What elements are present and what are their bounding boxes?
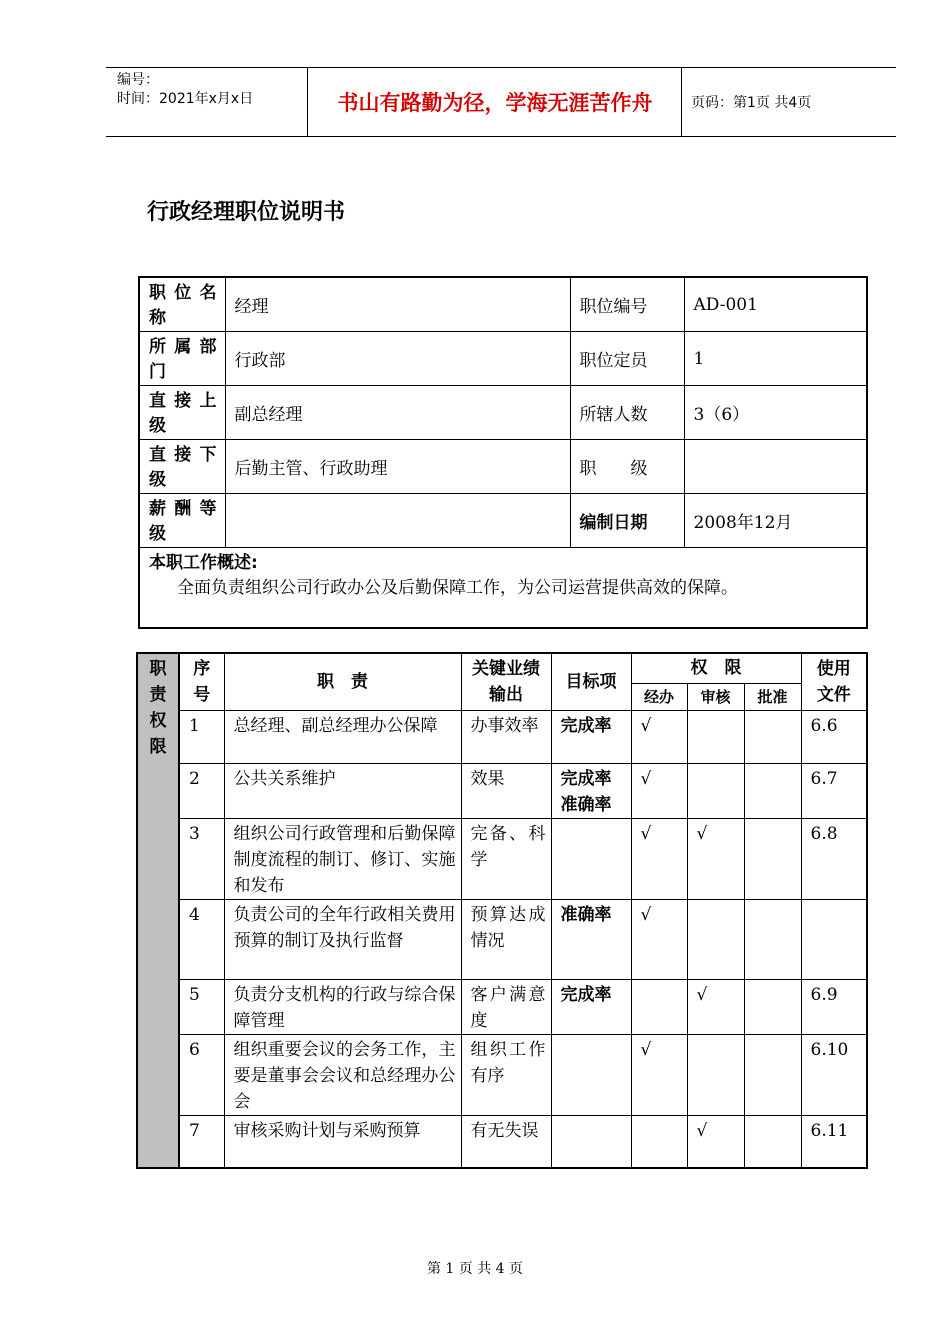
duty-approve (744, 1034, 801, 1115)
job-summary-text: 全面负责组织公司行政办公及后勤保障工作，为公司运营提供高效的保障。 (177, 578, 738, 598)
duty-doc: 6.6 (801, 710, 867, 763)
duty-description: 负责分支机构的行政与综合保障管理 (224, 979, 461, 1034)
header-seq-text: 序号 (193, 658, 211, 705)
duty-kpi: 完备、科学 (461, 818, 551, 899)
duty-seq: 6 (179, 1034, 224, 1115)
duty-row (137, 710, 867, 763)
header-kpi-text: 关键业绩输出 (472, 658, 540, 705)
duty-kpi: 组织工作有序 (461, 1034, 551, 1115)
duty-doc (801, 899, 867, 979)
duty-approve (744, 763, 801, 818)
duty-description: 总经理、副总经理办公保障 (224, 710, 461, 763)
info-row (139, 386, 867, 440)
info-row (139, 494, 867, 548)
duty-handle: √ (631, 763, 687, 818)
header-number: 编号： (117, 72, 159, 88)
duty-approve (744, 818, 801, 899)
duty-row (137, 899, 867, 979)
duty-review (687, 899, 744, 979)
duty-row (137, 818, 867, 899)
header-motto: 书山有路勤为径，学海无涯苦作舟 (309, 68, 682, 136)
duty-row (137, 763, 867, 818)
header-handle: 经办 (631, 683, 687, 710)
info-label-2: 职位编号 (570, 277, 684, 332)
duty-kpi: 效果 (461, 763, 551, 818)
duty-target: 完成率 准确率 (551, 763, 631, 818)
duty-seq: 1 (179, 710, 224, 763)
header-kpi (461, 653, 551, 710)
header-seq (179, 653, 224, 710)
duty-description: 审核采购计划与采购预算 (224, 1115, 461, 1168)
document-title: 行政经理职位说明书 (147, 200, 346, 225)
header-doc (801, 653, 867, 710)
duty-handle: √ (631, 1034, 687, 1115)
info-label-2: 职位定员 (570, 332, 684, 386)
duty-review (687, 1034, 744, 1115)
duty-approve (744, 899, 801, 979)
duty-doc: 6.8 (801, 818, 867, 899)
duty-approve (744, 710, 801, 763)
info-label (139, 277, 225, 332)
duty-seq: 2 (179, 763, 224, 818)
header-target: 目标项 (551, 653, 631, 710)
info-value: 行政部 (225, 332, 570, 386)
duty-description: 组织公司行政管理和后勤保障制度流程的制订、修订、实施和发布 (224, 818, 461, 899)
duty-target (551, 1115, 631, 1168)
duty-kpi: 有无失误 (461, 1115, 551, 1168)
info-label-2: 编制日期 (570, 494, 684, 548)
header-meta (106, 68, 308, 136)
info-value-2: 2008年12月 (684, 494, 867, 548)
duty-doc: 6.9 (801, 979, 867, 1034)
info-value: 经理 (225, 277, 570, 332)
page-footer: 第 1 页 共 4 页 (426, 1261, 524, 1277)
duties-table (136, 652, 868, 1169)
info-label (139, 440, 225, 494)
page-header (106, 67, 896, 137)
info-value: 后勤主管、行政助理 (225, 440, 570, 494)
info-value-2: 1 (684, 332, 867, 386)
duty-handle (631, 1115, 687, 1168)
duty-review: √ (687, 1115, 744, 1168)
duty-doc: 6.11 (801, 1115, 867, 1168)
info-row (139, 277, 867, 332)
duty-handle: √ (631, 818, 687, 899)
duty-handle: √ (631, 899, 687, 979)
duty-target: 完成率 (551, 979, 631, 1034)
info-row (139, 440, 867, 494)
header-review: 审核 (687, 683, 744, 710)
info-label (139, 386, 225, 440)
job-summary-cell (139, 548, 867, 628)
duty-description: 负责公司的全年行政相关费用预算的制订及执行监督 (224, 899, 461, 979)
header-doc-text: 使用文件 (816, 658, 851, 705)
duty-target: 准确率 (551, 899, 631, 979)
header-authority: 权 限 (631, 653, 801, 683)
info-value (225, 494, 570, 548)
duty-doc: 6.10 (801, 1034, 867, 1115)
header-time: 时间：2021年x月x日 (117, 91, 254, 107)
info-value: 副总经理 (225, 386, 570, 440)
duty-seq: 7 (179, 1115, 224, 1168)
info-value-2 (684, 440, 867, 494)
duty-description: 公共关系维护 (224, 763, 461, 818)
position-info-table (138, 276, 868, 629)
info-value-2: 3（6） (684, 386, 867, 440)
duty-review: √ (687, 979, 744, 1034)
info-value-2: AD-001 (684, 277, 867, 332)
info-label-text: 薪酬等级 (149, 499, 217, 544)
duties-side-label (137, 653, 179, 1168)
duty-target: 完成率 (551, 710, 631, 763)
duties-side-text: 职责权限 (149, 659, 167, 757)
duty-row (137, 979, 867, 1034)
header-page: 页码：第1页 共4页 (691, 95, 812, 111)
info-label-2: 所辖人数 (570, 386, 684, 440)
duty-target (551, 818, 631, 899)
duty-review (687, 763, 744, 818)
duty-review (687, 710, 744, 763)
info-row (139, 332, 867, 386)
duty-handle: √ (631, 710, 687, 763)
duty-target (551, 1034, 631, 1115)
header-duty: 职 责 (224, 653, 461, 710)
info-label (139, 494, 225, 548)
duty-handle (631, 979, 687, 1034)
duty-row (137, 1034, 867, 1115)
info-label-2: 职 级 (570, 440, 684, 494)
duty-review: √ (687, 818, 744, 899)
job-summary-label: 本职工作概述: (149, 553, 258, 573)
duty-kpi: 办事效率 (461, 710, 551, 763)
duty-description: 组织重要会议的会务工作，主要是董事会会议和总经理办公会 (224, 1034, 461, 1115)
duty-approve (744, 1115, 801, 1168)
duty-seq: 3 (179, 818, 224, 899)
header-approve: 批准 (744, 683, 801, 710)
info-label-text: 所属部门 (149, 337, 217, 382)
duty-seq: 4 (179, 899, 224, 979)
duty-doc: 6.7 (801, 763, 867, 818)
duty-kpi: 客户满意度 (461, 979, 551, 1034)
duty-approve (744, 979, 801, 1034)
info-label (139, 332, 225, 386)
duty-kpi: 预算达成情况 (461, 899, 551, 979)
duty-seq: 5 (179, 979, 224, 1034)
info-label-text: 直接上级 (149, 391, 217, 436)
info-label-text: 直接下级 (149, 445, 217, 490)
info-label-text: 职位名称 (149, 283, 217, 328)
duty-row (137, 1115, 867, 1168)
